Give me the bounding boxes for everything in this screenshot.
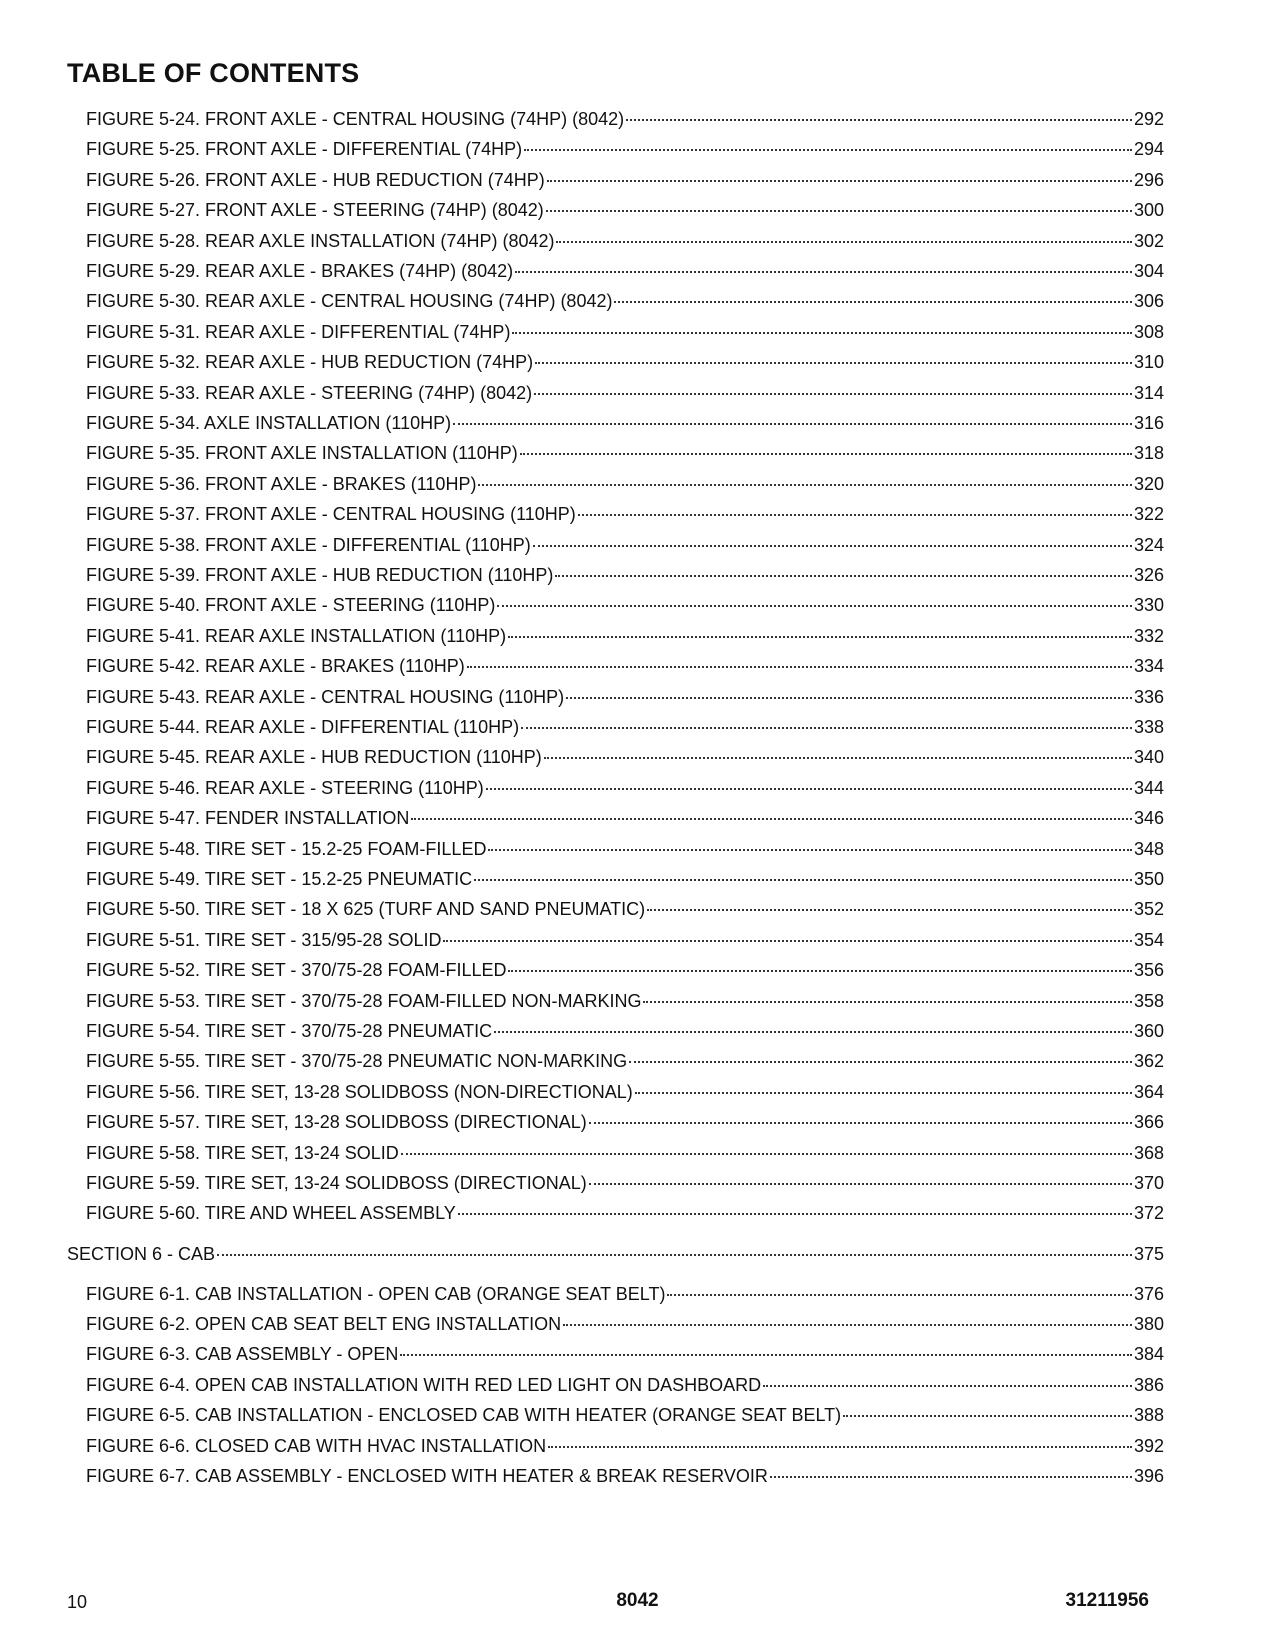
toc-entry-page: 322	[1133, 504, 1164, 524]
footer-page-number: 10	[67, 1592, 88, 1612]
dot-leader	[497, 605, 1132, 607]
toc-entry[interactable]	[86, 1404, 1164, 1426]
toc-entry-label: FIGURE 5-29. REAR AXLE - BRAKES (74HP) (8042)	[86, 261, 514, 281]
toc-entry[interactable]	[86, 108, 1164, 130]
toc-entry-page: 366	[1133, 1112, 1164, 1132]
toc-entry-page: 346	[1133, 808, 1164, 828]
toc-entry-page: 302	[1133, 231, 1164, 251]
toc-entry[interactable]	[86, 1343, 1164, 1365]
dot-leader	[544, 757, 1132, 759]
toc-entry-page: 348	[1133, 839, 1164, 859]
toc-entry[interactable]	[86, 1202, 1164, 1224]
toc-entry-label: FIGURE 5-30. REAR AXLE - CENTRAL HOUSING (74HP) (8042)	[86, 291, 613, 311]
toc-entry[interactable]	[86, 716, 1164, 738]
toc-entry-page: 330	[1133, 595, 1164, 615]
toc-entry-label: FIGURE 5-42. REAR AXLE - BRAKES (110HP)	[86, 656, 465, 676]
toc-entry-page: 308	[1133, 322, 1164, 342]
toc-section-entry[interactable]	[67, 1243, 1164, 1265]
dot-leader	[411, 818, 1132, 820]
toc-entry-label: FIGURE 5-40. FRONT AXLE - STEERING (110HP)	[86, 595, 496, 615]
dot-leader	[535, 362, 1132, 364]
toc-entry-label: FIGURE 5-33. REAR AXLE - STEERING (74HP) (8042)	[86, 383, 533, 403]
toc-entry[interactable]	[86, 990, 1164, 1012]
toc-entry-page: 318	[1133, 443, 1164, 463]
dot-leader	[555, 575, 1132, 577]
dot-leader	[458, 1213, 1132, 1215]
toc-entry[interactable]	[86, 1465, 1164, 1487]
toc-entry-label: FIGURE 5-50. TIRE SET - 18 X 625 (TURF AND SAND PNEUMATIC)	[86, 899, 646, 919]
toc-entry-page: 334	[1133, 656, 1164, 676]
toc-entry[interactable]	[86, 1313, 1164, 1335]
toc-entry[interactable]	[86, 1435, 1164, 1457]
toc-entry-label: FIGURE 5-59. TIRE SET, 13-24 SOLIDBOSS (DIRECTIONAL)	[86, 1173, 587, 1193]
toc-entry-page: 368	[1133, 1143, 1164, 1163]
toc-entry-label: FIGURE 5-34. AXLE INSTALLATION (110HP)	[86, 413, 452, 433]
toc-entry[interactable]	[86, 138, 1164, 160]
toc-entry-page: 354	[1133, 930, 1164, 950]
dot-leader	[467, 666, 1132, 668]
toc-entry-page: 338	[1133, 717, 1164, 737]
toc-entry-label: FIGURE 5-39. FRONT AXLE - HUB REDUCTION (110HP)	[86, 565, 554, 585]
toc-entry-label: FIGURE 5-35. FRONT AXLE INSTALLATION (110HP)	[86, 443, 518, 463]
dot-leader	[614, 301, 1131, 303]
toc-entry-label: FIGURE 6-5. CAB INSTALLATION - ENCLOSED CAB WITH HEATER (ORANGE SEAT BELT)	[86, 1405, 842, 1425]
dot-leader	[635, 1092, 1132, 1094]
toc-entry[interactable]	[86, 351, 1164, 373]
toc-entry[interactable]	[86, 230, 1164, 252]
toc-entry-label: FIGURE 6-6. CLOSED CAB WITH HVAC INSTALLATION	[86, 1436, 547, 1456]
toc-entry-label: FIGURE 5-54. TIRE SET - 370/75-28 PNEUMATIC	[86, 1021, 493, 1041]
dot-leader	[589, 1122, 1132, 1124]
toc-entry-label: FIGURE 6-7. CAB ASSEMBLY - ENCLOSED WITH HEATER & BREAK RESERVOIR	[86, 1466, 768, 1486]
dot-leader	[494, 1031, 1132, 1033]
toc-entry-page: 356	[1133, 960, 1164, 980]
toc-entry-page: 396	[1133, 1466, 1164, 1486]
dot-leader	[400, 1354, 1132, 1356]
toc-entry-label: FIGURE 5-58. TIRE SET, 13-24 SOLID	[86, 1143, 399, 1163]
toc-entry[interactable]	[86, 564, 1164, 586]
toc-entry[interactable]	[86, 898, 1164, 920]
toc-entry-page: 294	[1133, 139, 1164, 159]
toc-entry-label: FIGURE 5-28. REAR AXLE INSTALLATION (74HP) (8042)	[86, 231, 555, 251]
toc-entry[interactable]	[86, 959, 1164, 981]
dot-leader	[843, 1415, 1132, 1417]
toc-entry[interactable]	[86, 625, 1164, 647]
dot-leader	[520, 453, 1132, 455]
toc-entry[interactable]	[86, 382, 1164, 404]
toc-entry-page: 388	[1133, 1405, 1164, 1425]
toc-entry-page: 310	[1133, 352, 1164, 372]
dot-leader	[563, 1324, 1132, 1326]
dot-leader	[478, 484, 1132, 486]
toc-entry-label: FIGURE 5-49. TIRE SET - 15.2-25 PNEUMATIC	[86, 869, 473, 889]
toc-entry[interactable]	[86, 777, 1164, 799]
toc-entry[interactable]	[86, 1081, 1164, 1103]
toc-entry-page: 344	[1133, 778, 1164, 798]
toc-entry-label: FIGURE 5-36. FRONT AXLE - BRAKES (110HP)	[86, 474, 477, 494]
dot-leader	[547, 180, 1132, 182]
toc-entry-label: FIGURE 5-25. FRONT AXLE - DIFFERENTIAL (74HP)	[86, 139, 523, 159]
footer-model: 8042	[616, 1590, 659, 1611]
toc-entry-page: 324	[1133, 535, 1164, 555]
toc-entry-page: 352	[1133, 899, 1164, 919]
toc-entry-label: FIGURE 5-26. FRONT AXLE - HUB REDUCTION (74HP)	[86, 170, 545, 190]
toc-entry-page: 300	[1133, 200, 1164, 220]
toc-entry[interactable]	[86, 746, 1164, 768]
toc-entry-label: FIGURE 5-48. TIRE SET - 15.2-25 FOAM-FILLED	[86, 839, 487, 859]
toc-entry-page: 296	[1133, 170, 1164, 190]
dot-leader	[629, 1061, 1132, 1063]
toc-entry[interactable]	[86, 868, 1164, 890]
toc-entry[interactable]	[86, 1050, 1164, 1072]
toc-entry[interactable]	[86, 442, 1164, 464]
dot-leader	[474, 879, 1132, 881]
toc-entry-label: FIGURE 5-32. REAR AXLE - HUB REDUCTION (74HP)	[86, 352, 534, 372]
toc-entry-page: 332	[1133, 626, 1164, 646]
dot-leader	[533, 545, 1132, 547]
dot-leader	[643, 1001, 1131, 1003]
footer-part-number: 31211956	[1065, 1590, 1149, 1611]
dot-leader	[566, 697, 1132, 699]
dot-leader	[453, 423, 1132, 425]
dot-leader	[217, 1254, 1132, 1256]
toc-entry-page: 372	[1133, 1203, 1164, 1223]
toc-entry-page: 370	[1133, 1173, 1164, 1193]
toc-entry[interactable]	[86, 321, 1164, 343]
toc-entry-label: FIGURE 5-43. REAR AXLE - CENTRAL HOUSING (110HP)	[86, 687, 565, 707]
toc-entry-page: 314	[1133, 383, 1164, 403]
toc-entry[interactable]	[86, 1283, 1164, 1305]
toc-entry[interactable]	[86, 594, 1164, 616]
toc-entry-label: FIGURE 5-31. REAR AXLE - DIFFERENTIAL (74HP)	[86, 322, 511, 342]
toc-entry-label: FIGURE 5-45. REAR AXLE - HUB REDUCTION (110HP)	[86, 747, 542, 767]
toc-entry-label: FIGURE 5-53. TIRE SET - 370/75-28 FOAM-FILLED NON-MARKING	[86, 991, 642, 1011]
toc-entry-page: 350	[1133, 869, 1164, 889]
toc-entry-page: 360	[1133, 1021, 1164, 1041]
toc-entry-page: 292	[1133, 109, 1164, 129]
toc-entry-label: FIGURE 5-24. FRONT AXLE - CENTRAL HOUSING (74HP) (8042)	[86, 109, 625, 129]
toc-entry-page: 358	[1133, 991, 1164, 1011]
dot-leader	[401, 1153, 1132, 1155]
toc-entry[interactable]	[86, 1172, 1164, 1194]
dot-leader	[524, 149, 1132, 151]
dot-leader	[556, 241, 1131, 243]
toc-entry-label: SECTION 6 - CAB	[67, 1244, 216, 1264]
toc-entry-label: FIGURE 5-47. FENDER INSTALLATION	[86, 808, 410, 828]
toc-entry-page: 386	[1133, 1375, 1164, 1395]
toc-entry[interactable]	[86, 1374, 1164, 1396]
toc-entry[interactable]	[86, 473, 1164, 495]
toc-entry-label: FIGURE 5-55. TIRE SET - 370/75-28 PNEUMATIC NON-MARKING	[86, 1051, 628, 1071]
page-title: TABLE OF CONTENTS	[67, 58, 360, 88]
dot-leader	[770, 1476, 1132, 1478]
toc-entry-label: FIGURE 5-56. TIRE SET, 13-28 SOLIDBOSS (NON-DIRECTIONAL)	[86, 1082, 633, 1102]
toc-entry-label: FIGURE 5-44. REAR AXLE - DIFFERENTIAL (110HP)	[86, 717, 520, 737]
dot-leader	[548, 1446, 1132, 1448]
dot-leader	[578, 514, 1132, 516]
toc-entry-label: FIGURE 6-4. OPEN CAB INSTALLATION WITH RED LED LIGHT ON DASHBOARD	[86, 1375, 762, 1395]
toc-entry[interactable]	[86, 260, 1164, 282]
toc-entry-label: FIGURE 6-1. CAB INSTALLATION - OPEN CAB (ORANGE SEAT BELT)	[86, 1284, 666, 1304]
toc-entry-label: FIGURE 5-37. FRONT AXLE - CENTRAL HOUSING (110HP)	[86, 504, 576, 524]
toc-entry[interactable]	[86, 929, 1164, 951]
toc-entry-page: 376	[1133, 1284, 1164, 1304]
dot-leader	[508, 970, 1131, 972]
dot-leader	[647, 909, 1132, 911]
toc-entry[interactable]	[86, 1020, 1164, 1042]
toc-entry[interactable]	[86, 534, 1164, 556]
toc-entry-label: FIGURE 6-3. CAB ASSEMBLY - OPEN	[86, 1344, 399, 1364]
toc-entry-page: 304	[1133, 261, 1164, 281]
toc-entry-page: 326	[1133, 565, 1164, 585]
dot-leader	[486, 788, 1132, 790]
toc-entry-label: FIGURE 5-38. FRONT AXLE - DIFFERENTIAL (110HP)	[86, 535, 531, 555]
dot-leader	[667, 1294, 1132, 1296]
toc-entry-page: 340	[1133, 747, 1164, 767]
toc-entry-page: 380	[1133, 1314, 1164, 1334]
dot-leader	[521, 727, 1132, 729]
toc-entry[interactable]	[86, 1111, 1164, 1133]
toc-entry-label: FIGURE 5-27. FRONT AXLE - STEERING (74HP) (8042)	[86, 200, 544, 220]
dot-leader	[488, 849, 1132, 851]
dot-leader	[534, 393, 1132, 395]
toc-entry-label: FIGURE 5-57. TIRE SET, 13-28 SOLIDBOSS (DIRECTIONAL)	[86, 1112, 587, 1132]
toc-entry-label: FIGURE 6-2. OPEN CAB SEAT BELT ENG INSTALLATION	[86, 1314, 562, 1334]
toc-entry[interactable]	[86, 838, 1164, 860]
toc-entry[interactable]	[86, 290, 1164, 312]
toc-entry-page: 375	[1133, 1244, 1164, 1264]
dot-leader	[589, 1183, 1132, 1185]
toc-entry[interactable]	[86, 169, 1164, 191]
dot-leader	[512, 332, 1132, 334]
toc-entry-page: 362	[1133, 1051, 1164, 1071]
toc-entry-page: 336	[1133, 687, 1164, 707]
dot-leader	[763, 1385, 1132, 1387]
toc-entry-label: FIGURE 5-60. TIRE AND WHEEL ASSEMBLY	[86, 1203, 456, 1223]
dot-leader	[626, 119, 1132, 121]
toc-entry-page: 364	[1133, 1082, 1164, 1102]
toc-entry-page: 384	[1133, 1344, 1164, 1364]
toc-entry-label: FIGURE 5-41. REAR AXLE INSTALLATION (110HP)	[86, 626, 507, 646]
toc-entry-page: 316	[1133, 413, 1164, 433]
toc-entry-page: 392	[1133, 1436, 1164, 1456]
dot-leader	[443, 940, 1131, 942]
dot-leader	[546, 210, 1132, 212]
toc-entry-label: FIGURE 5-46. REAR AXLE - STEERING (110HP)	[86, 778, 484, 798]
dot-leader	[508, 636, 1132, 638]
toc-entry-label: FIGURE 5-52. TIRE SET - 370/75-28 FOAM-FILLED	[86, 960, 507, 980]
toc-entry-label: FIGURE 5-51. TIRE SET - 315/95-28 SOLID	[86, 930, 442, 950]
toc-entry-page: 320	[1133, 474, 1164, 494]
toc-entry[interactable]	[86, 199, 1164, 221]
toc-entry[interactable]	[86, 503, 1164, 525]
dot-leader	[515, 271, 1132, 273]
toc-entry[interactable]	[86, 686, 1164, 708]
toc-entry[interactable]	[86, 655, 1164, 677]
toc-entry[interactable]	[86, 412, 1164, 434]
toc-entry[interactable]	[86, 807, 1164, 829]
toc-entry[interactable]	[86, 1142, 1164, 1164]
toc-entry-page: 306	[1133, 291, 1164, 311]
